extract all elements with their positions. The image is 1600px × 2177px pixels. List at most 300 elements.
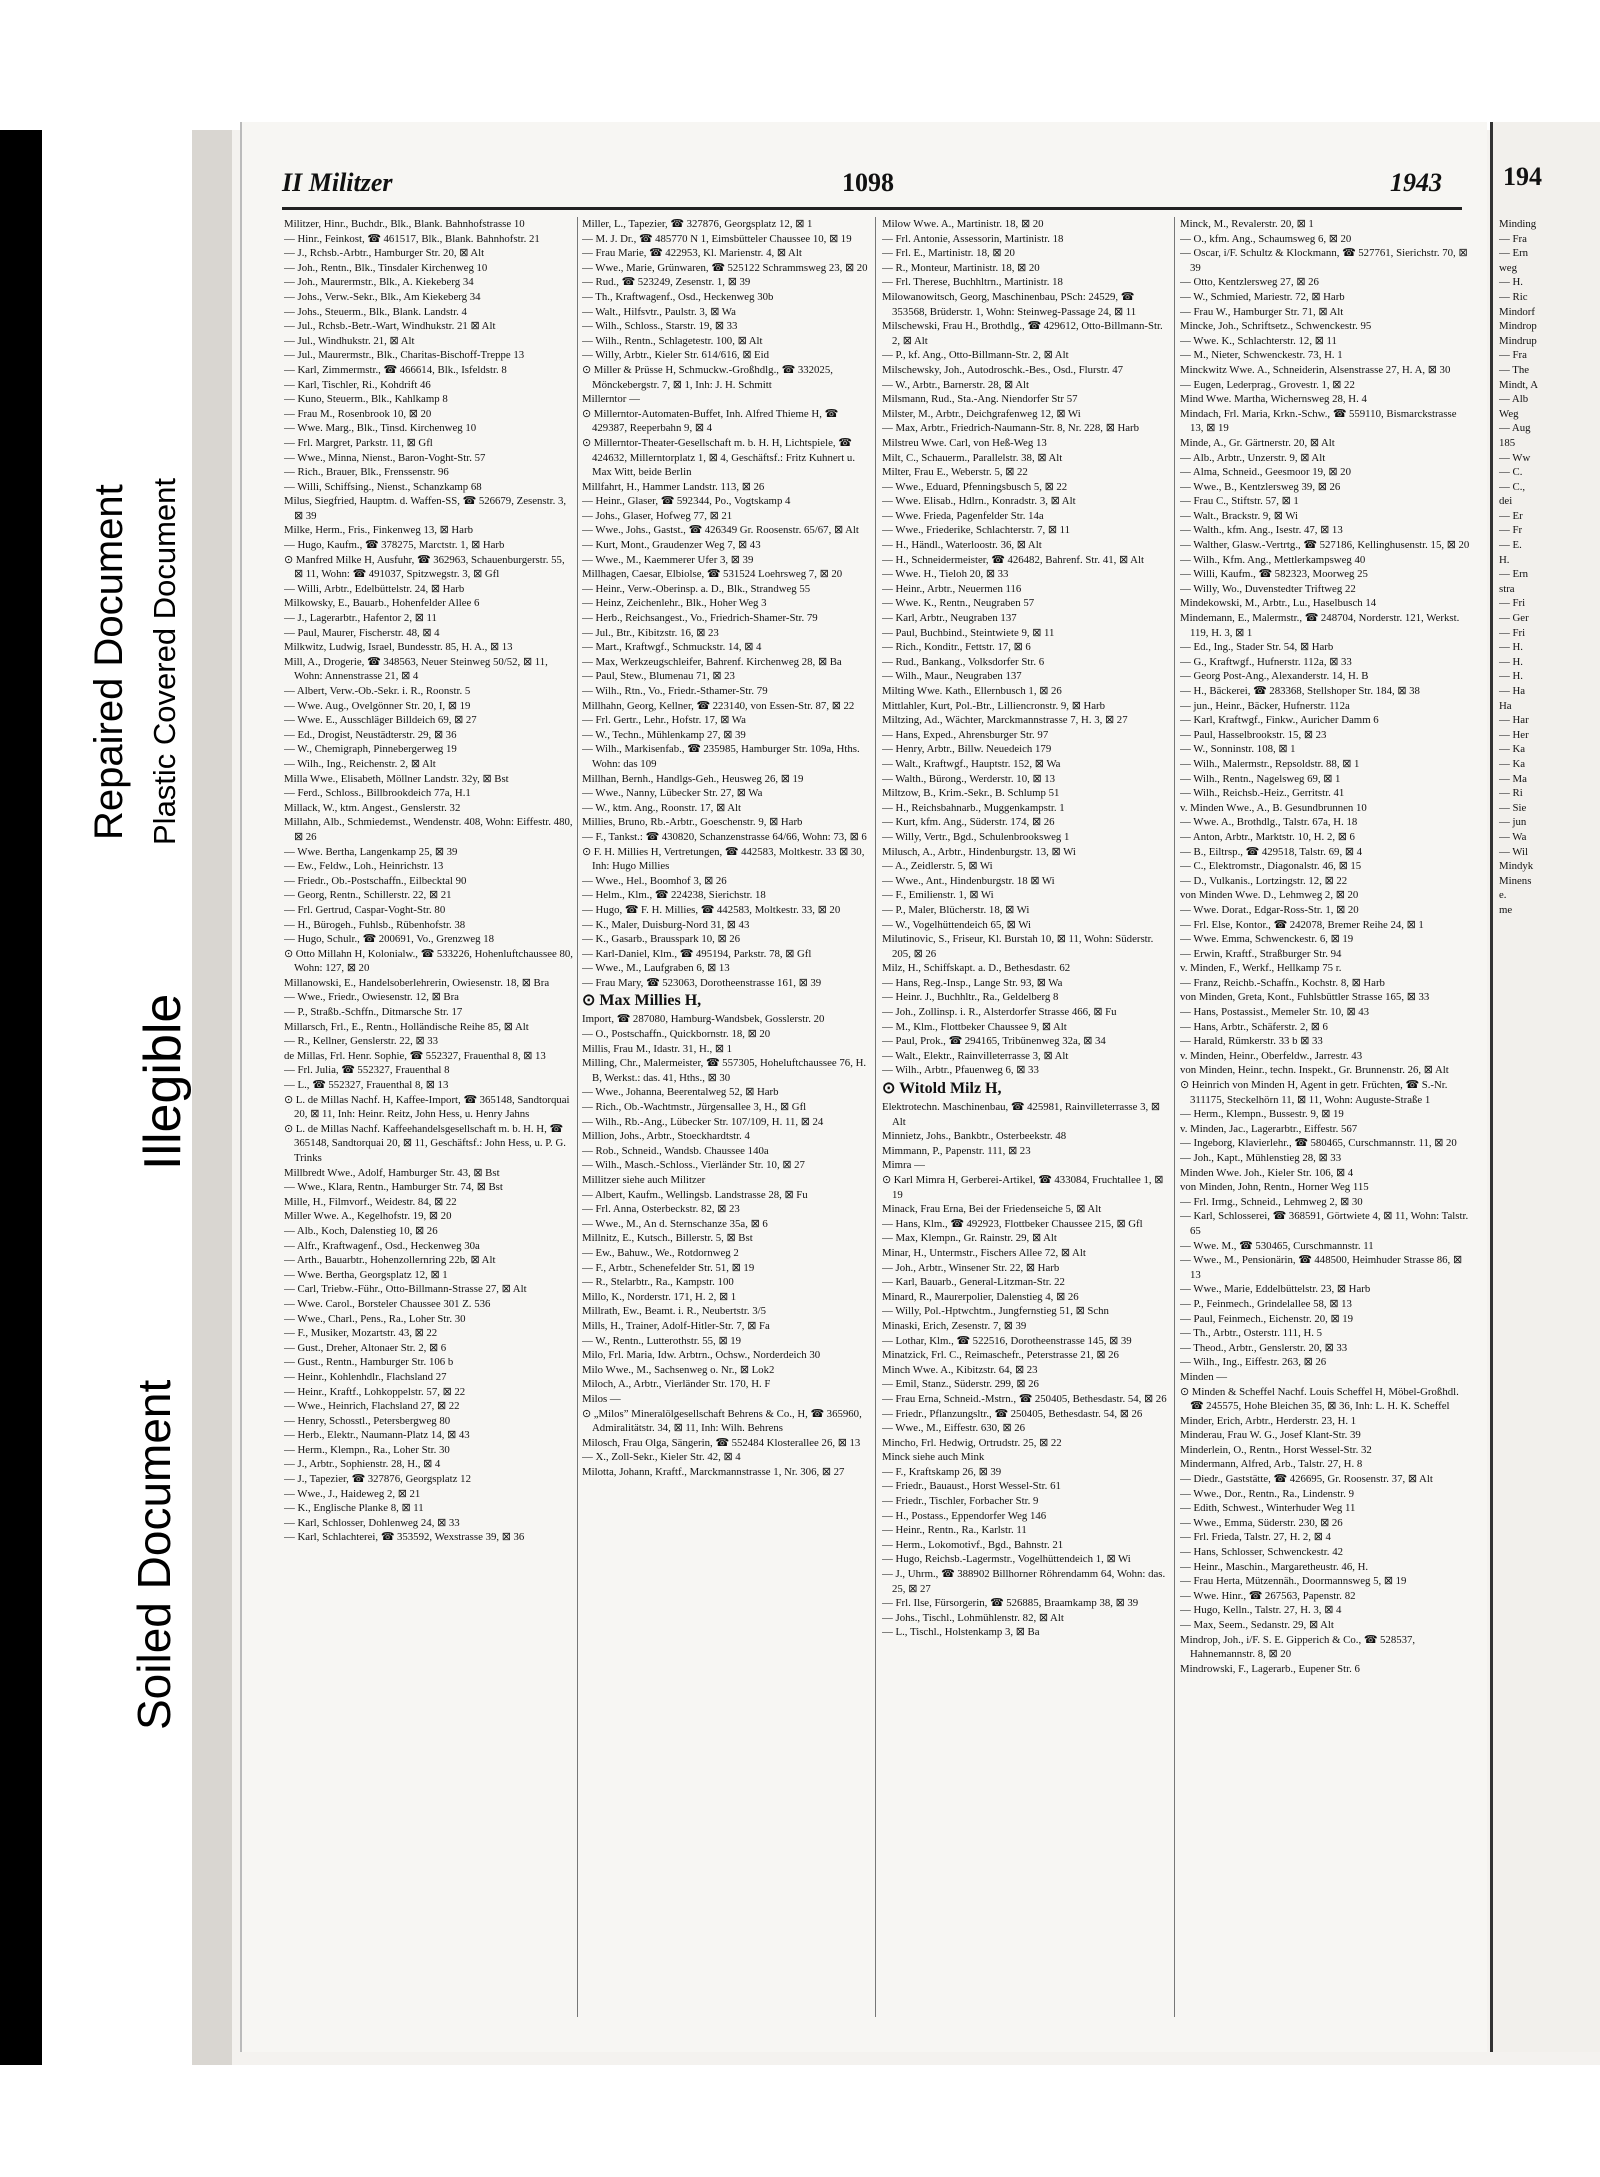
directory-entry: — Wwe. Emma, Schwenckestr. 6, ⊠ 19 [1180,933,1354,946]
directory-entry: — Carl, Triebw.-Führ., Otto-Billmann-Strasse 27, ⊠ Alt [284,1283,527,1296]
directory-entry: — Heinr., Glaser, ☎ 592344, Po., Vogtskamp 4 [582,495,791,508]
directory-entry: Millo, K., Norderstr. 171, H. 2, ⊠ 1 [582,1290,737,1303]
directory-entry: — Rich., Ob.-Wachtmstr., Jürgensallee 3, H., ⊠ Gfl [582,1101,807,1114]
directory-entry: Mill, A., Drogerie, ☎ 348563, Neuer Steinweg 50/52, ⊠ 11, Wohn: Annenstrasse 21, ⊠ 4 [284,655,548,683]
directory-entry: — Wwe. K., Rentn., Neugraben 57 [882,597,1035,610]
next-page-entry: Weg [1499,407,1519,420]
directory-entry: — Th., Arbtr., Osterstr. 111, H. 5 [1180,1327,1323,1340]
directory-entry: — P., kf. Ang., Otto-Billmann-Str. 2, ⊠ Alt [882,349,1069,362]
header-year: 1943 [1390,168,1442,197]
directory-entry: — Ed., Drogist, Neustädterstr. 29, ⊠ 36 [284,728,457,741]
directory-entry: Minatzick, Frl. C., Reimaschefr., Peterstrasse 21, ⊠ 26 [882,1349,1119,1362]
directory-entry: Millarsch, Frl., E., Rentn., Holländische Reihe 85, ⊠ Alt [284,1020,529,1033]
directory-entry: — Herm., Klempn., Ra., Loher Str. 30 [284,1443,450,1456]
directory-entry: Minard, R., Maurerpolier, Dalenstieg 4, ⊠ 26 [882,1290,1079,1303]
column-divider [577,217,578,2017]
directory-entry: Elektrotechn. Maschinenbau, ☎ 425981, Rainvilleterrasse 3, ⊠ Alt [882,1101,1160,1128]
directory-entry: Milster, M., Arbtr., Deichgrafenweg 12, ⊠ Wi [882,407,1081,420]
directory-entry: — Wilh., Rb.-Ang., Lübecker Str. 107/109, H. 11, ⊠ 24 [582,1115,824,1128]
directory-entry: — Alb., Arbtr., Unzerstr. 9, ⊠ Alt [1180,451,1326,464]
directory-entry: — Otto, Kentzlersweg 27, ⊠ 26 [1180,276,1319,289]
directory-entry: Milt, C., Schauerm., Parallelstr. 38, ⊠ Alt [882,451,1063,464]
directory-entry: — Oscar, i/F. Schultz & Klockmann, ☎ 527761, Sierichstr. 70, ⊠ 39 [1180,247,1468,274]
directory-entry: — Heinr., Maschin., Margaretheustr. 46, H. [1180,1560,1369,1573]
next-page-entry: — Aug [1499,422,1531,435]
directory-entry: Millanowski, E., Handelsoberlehrerin, Owiesenstr. 18, ⊠ Bra [284,976,550,989]
next-page-entry: — Fra [1499,349,1527,362]
directory-entry: — Frl. Ilse, Fürsorgerin, ☎ 526885, Braamkamp 38, ⊠ 39 [882,1597,1139,1610]
directory-entry: Millahn, Alb., Schmiedemst., Wendenstr. 408, Wohn: Eiffestr. 480, ⊠ 26 [284,816,573,843]
directory-entry: — L., Tischl., Holstenkamp 3, ⊠ Ba [882,1626,1040,1639]
directory-entry: — O., kfm. Ang., Schaumsweg 6, ⊠ 20 [1180,232,1352,245]
next-page-entry: weg [1499,261,1517,274]
directory-entry: — W., Sonninstr. 108, ⊠ 1 [1180,743,1296,756]
directory-entry: Minnietz, Johs., Bankbtr., Osterbeekstr. 48 [882,1130,1067,1143]
directory-entry: Miller Wwe. A., Kegelhofstr. 19, ⊠ 20 [284,1210,452,1223]
directory-entry: — Wwe. Bertha, Langenkamp 25, ⊠ 39 [284,845,458,858]
directory-entry: Mindermann, Alfred, Arb., Talstr. 27, H. 8 [1180,1458,1363,1471]
directory-entry: — Willi, Kaufm., ☎ 582323, Moorweg 25 [1180,568,1368,581]
directory-entry: ⊙ Otto Millahn H, Kolonialw., ☎ 533226, Hohenluftchaussee 80, Wohn: 127, ⊠ 20 [284,947,573,975]
directory-entry: — Paul, Buchbind., Steintwiete 9, ⊠ 11 [882,626,1055,639]
directory-entry: — Johs., Verw.-Sekr., Blk., Am Kiekeberg 34 [284,290,481,303]
directory-entry: Miller, L., Tapezier, ☎ 327876, Georgsplatz 12, ⊠ 1 [582,218,813,230]
condition-labels [45,130,192,2065]
next-page-entry: — Har [1499,714,1529,727]
directory-entry: — Johs., Tischl., Lohmühlenstr. 82, ⊠ Alt [882,1611,1064,1624]
directory-entry: — Herb., Reichsangest., Vo., Friedrich-Shamer-Str. 79 [582,612,818,625]
directory-entry: Mindrowski, F., Lagerarb., Eupener Str. 6 [1180,1662,1360,1675]
next-page-entry: — Fra [1499,232,1527,245]
directory-entry: ⊙ Millerntor-Theater-Gesellschaft m. b. H. H, Lichtspiele, ☎ 424632, Millerntorplatz 1, ⊠ 4, Geschäftsf.: Fritz Kuhnert u. Max Witt, beide Berlin [582,436,856,479]
directory-entry: — Wwe. Aug., Ovelgönner Str. 20, I, ⊠ 19 [284,699,471,712]
directory-entry: — Wwe., B., Kentzlersweg 39, ⊠ 26 [1180,480,1341,493]
directory-entry: — Alb., Koch, Dalenstieg 10, ⊠ 26 [284,1224,438,1237]
directory-entry: — Frl. Gertrud, Caspar-Voght-Str. 80 [284,903,446,916]
directory-entry: — Frau Mary, ☎ 523063, Dorotheenstrasse 161, ⊠ 39 [582,976,822,989]
directory-entry: — Hans, Exped., Ahrensburger Str. 97 [882,728,1049,741]
directory-entry: — Max, Werkzeugschleifer, Bahrenf. Kirchenweg 28, ⊠ Ba [582,655,842,668]
directory-entry: — Karl, Tischler, Ri., Kohdrift 46 [284,378,431,391]
directory-entry: — Jul., Windhukstr. 21, ⊠ Alt [284,334,415,347]
directory-entry: — W., Rentn., Lutterothstr. 55, ⊠ 19 [582,1334,742,1347]
directory-entry: — Ew., Feldw., Loh., Heinrichstr. 13 [284,860,444,873]
directory-entry: Milla Wwe., Elisabeth, Möllner Landstr. 32y, ⊠ Bst [284,772,509,785]
directory-entry: — Arth., Bauarbtr., Hohenzollernring 22b, ⊠ Alt [284,1254,496,1267]
next-page-fragment [1490,122,1600,2052]
directory-entry: — Heinr., Rentn., Ra., Karlstr. 11 [882,1524,1027,1537]
directory-entry: — Paul, Prok., ☎ 294165, Tribünenweg 32a, ⊠ 34 [882,1035,1106,1048]
directory-entry: Milling, Chr., Malermeister, ☎ 557305, Hoheluftchaussee 76, H. B, Werkst.: das. 41, Hths., ⊠ 30 [582,1057,867,1084]
repaired-document-label: Repaired Document [87,484,131,840]
directory-entry: — Karl, Schlosser, Dohlenweg 24, ⊠ 33 [284,1516,460,1529]
directory-entry: — Paul, Stew., Blumenau 71, ⊠ 23 [582,670,735,683]
soiled-document-label: Soiled Document [128,1379,180,1730]
directory-entry: Millis, Frau M., Idastr. 31, H., ⊠ 1 [582,1042,733,1055]
directory-entry: — Jul., Maurermstr., Blk., Charitas-Bischoff-Treppe 13 [284,349,525,362]
directory-entry: — Wilh., Ing., Eiffestr. 263, ⊠ 26 [1180,1356,1327,1369]
directory-entry: — Frl. Else, Kontor., ☎ 242078, Bremer Reihe 24, ⊠ 1 [1180,918,1424,931]
directory-entry: — Helm., Klm., ☎ 224238, Sierichstr. 18 [582,889,766,902]
directory-entry: — Johs., Glaser, Hofweg 77, ⊠ 21 [582,509,733,522]
directory-entry: Milo Wwe., M., Sachsenweg o. Nr., ⊠ Lok2 [582,1363,775,1376]
directory-entry: ⊙ F. H. Millies H, Vertretungen, ☎ 442583, Moltkestr. 33 ⊠ 30, Inh: Hugo Millies [582,845,865,873]
directory-entry: — Wilh., Schloss., Starstr. 19, ⊠ 33 [582,320,738,333]
directory-entry: Minckwitz Wwe. A., Schneiderin, Alsenstrasse 27, H. A, ⊠ 30 [1180,363,1451,376]
directory-entry: — Max, Arbtr., Friedrich-Naumann-Str. 8, Nr. 228, ⊠ Harb [882,422,1140,435]
directory-entry: de Millas, Frl. Henr. Sophie, ☎ 552327, Frauenthal 8, ⊠ 13 [284,1049,546,1062]
directory-entry: Millnitz, E., Kutsch., Billerstr. 5, ⊠ Bst [582,1232,753,1245]
directory-entry: — D., Vulkanis., Lortzingstr. 12, ⊠ 22 [1180,874,1348,887]
directory-entry: von Minden Wwe. D., Lehmweg 2, ⊠ 20 [1180,889,1359,902]
directory-entry: Millfahrt, H., Hammer Landstr. 113, ⊠ 26 [582,480,765,493]
directory-entry: — P., Feinmech., Grindelallee 58, ⊠ 13 [1180,1297,1352,1310]
directory-entry: — Wwe., Ant., Hindenburgstr. 18 ⊠ Wi [882,874,1055,887]
directory-entry: Militzer, Hinr., Buchdr., Blk., Blank. Bahnhofstrasse 10 [284,218,525,230]
directory-entry: Milkowsky, E., Bauarb., Hohenfelder Allee 6 [284,597,480,610]
directory-entry: — Walther, Glasw.-Vertrtg., ☎ 527186, Kellinghusenstr. 15, ⊠ 20 [1180,539,1470,552]
directory-entry: — Jul., Rchsb.-Betr.-Wart, Windhukstr. 21 ⊠ Alt [284,320,496,333]
directory-entry: — Karl, Schlachterei, ☎ 353592, Wexstrasse 39, ⊠ 36 [284,1531,525,1544]
directory-entry: — Eugen, Lederprag., Grovestr. 1, ⊠ 22 [1180,378,1355,391]
next-page-entry: — Sie [1499,801,1527,814]
directory-entry: ⊙ „Milos” Mineralölgesellschaft Behrens & Co., H, ☎ 365960, Admiralitätstr. 34, ⊠ 11, Inh: Wilh. Behrens [582,1407,862,1435]
directory-column-1 [284,217,574,2017]
next-page-entry: Mindt, A [1499,378,1538,391]
directory-entry: — Willy, Wo., Duvenstedter Triftweg 22 [1180,582,1356,595]
directory-entry: — Frau Erna, Schneid.-Mstrn., ☎ 250405, Bethesdastr. 54, ⊠ 26 [882,1392,1167,1405]
directory-entry: — Frau W., Hamburger Str. 71, ⊠ Alt [1180,305,1344,318]
directory-entry: — X., Zoll-Sekr., Kieler Str. 42, ⊠ 4 [582,1451,741,1464]
next-page-entry: H. [1499,553,1510,566]
next-page-entry: Mindyk [1499,860,1534,873]
directory-entry: — Lothar, Klm., ☎ 522516, Dorotheenstrasse 145, ⊠ 39 [882,1334,1132,1347]
directory-entry: — Wwe. Marg., Blk., Tinsd. Kirchenweg 10 [284,422,477,435]
directory-entry: Minack, Frau Erna, Bei der Friedenseiche 5, ⊠ Alt [882,1203,1102,1216]
directory-entry: — Georg, Rentn., Schillerstr. 22, ⊠ 21 [284,889,452,902]
directory-entry: — Albert, Verw.-Ob.-Sekr. i. R., Roonstr. 5 [284,685,471,697]
directory-page [240,122,1487,2052]
next-page-entry: — Fri [1499,626,1526,639]
directory-entry: — Herm., Klempn., Bussestr. 9, ⊠ 19 [1180,1108,1344,1121]
next-page-column [1499,217,1599,2017]
directory-entry: — Wilh., Ing., Reichenstr. 2, ⊠ Alt [284,757,436,770]
directory-entry: — Edith, Schwest., Winterhuder Weg 11 [1180,1502,1356,1515]
directory-entry: — Hugo, Reichsb.-Lagermstr., Vogelhüttendeich 1, ⊠ Wi [882,1553,1131,1566]
directory-entry: — Wilh., Masch.-Schloss., Vierländer Str. 10, ⊠ 27 [582,1159,805,1172]
directory-entry: — Wwe., Dor., Rentn., Ra., Lindenstr. 9 [1180,1487,1355,1500]
directory-entry: — Gust., Dreher, Altonaer Str. 2, ⊠ 6 [284,1341,447,1354]
directory-entry: — Alma, Schneid., Geesmoor 19, ⊠ 20 [1180,466,1351,479]
directory-entry: — Th., Kraftwagenf., Osd., Heckenweg 30b [582,290,774,303]
next-page-entry: — jun [1499,816,1527,829]
directory-entry: — Wwe. Dorat., Edgar-Ross-Str. 1, ⊠ 20 [1180,903,1359,916]
directory-entry: — Wilh., Maur., Neugraben 137 [882,670,1022,683]
next-page-entry: Minding [1499,218,1537,230]
directory-entry: — Alfr., Kraftwagenf., Osd., Heckenweg 30a [284,1239,480,1252]
directory-entry: — Wilh., Kfm. Ang., Mettlerkampsweg 40 [1180,553,1366,566]
next-page-entry: me [1499,903,1513,916]
next-page-entry: 185 [1499,436,1516,449]
directory-entry: — Wilh., Reichsb.-Heiz., Gerritstr. 41 [1180,787,1345,800]
next-page-header: 194 [1503,162,1542,191]
directory-entry: — Friedr., Pflanzungsltr., ☎ 250405, Bethesdastr. 54, ⊠ 26 [882,1407,1143,1420]
directory-entry: — Kuno, Steuerm., Blk., Kahlkamp 8 [284,393,448,406]
directory-entry: — W., Chemigraph, Pinnebergerweg 19 [284,743,457,756]
directory-entry: — Heinr., Kraftf., Lohkoppelstr. 57, ⊠ 22 [284,1385,466,1398]
next-page-entry: — Ha [1499,685,1526,697]
directory-entry: — Ew., Bahuw., We., Rotdornweg 2 [582,1246,739,1259]
directory-entry: — Wwe., Johanna, Beerentalweg 52, ⊠ Harb [582,1086,779,1099]
next-page-entry: — Er [1499,509,1523,522]
directory-entry: Minar, H., Untermstr., Fischers Allee 72, ⊠ Alt [882,1246,1086,1259]
next-page-entry: — Alb [1499,393,1529,406]
directory-entry: Mindach, Frl. Maria, Krkn.-Schw., ☎ 559110, Bismarckstrasse 13, ⊠ 19 [1180,407,1457,435]
directory-entry: Milsmann, Rud., Sta.-Ang. Niendorfer Str 57 [882,393,1078,406]
next-page-entry: — Ka [1499,757,1526,770]
directory-entry: ⊙ Heinrich von Minden H, Agent in getr. Früchten, ☎ S.-Nr. 311175, Steckelhörn 11, ⊠ 11, Wohn: Auguste-Straße 1 [1180,1079,1448,1106]
next-page-entry: — Ern [1499,568,1529,581]
directory-entry: — Frl. Anna, Osterbeckstr. 82, ⊠ 23 [582,1203,740,1216]
directory-entry: — Harald, Rümkerstr. 33 b ⊠ 33 [1180,1035,1323,1048]
directory-entry: Milkwitz, Ludwig, Israel, Bundesstr. 85, H. A., ⊠ 13 [284,641,513,654]
directory-entry: — Joh., Kapt., Mühlenstieg 28, ⊠ 33 [1180,1152,1342,1164]
directory-entry: Milz, H., Schiffskapt. a. D., Bethesdastr. 62 [882,962,1071,975]
next-page-entry: — H. [1499,670,1523,683]
directory-entry: — Ed., Ing., Stader Str. 54, ⊠ Harb [1180,641,1334,654]
directory-entry: — H., Bürogeh., Fuhlsb., Rübenhofstr. 38 [284,918,466,931]
directory-entry: Milutinovic, S., Friseur, Kl. Burstah 10, ⊠ 11, Wohn: Süderstr. 205, ⊠ 26 [882,933,1154,960]
directory-entry: — Frl. Gertr., Lehr., Hofstr. 17, ⊠ Wa [582,714,746,727]
directory-entry: Millhagen, Caesar, Elbiolse, ☎ 531524 Loehrsweg 7, ⊠ 20 [582,568,843,581]
directory-entry: — Ferd., Schloss., Billbrookdeich 77a, H.1 [284,787,471,800]
directory-entry: Mind Wwe. Martha, Wichernsweg 28, H. 4 [1180,393,1367,406]
directory-entry: — Wwe., J., Haideweg 2, ⊠ 21 [284,1487,421,1500]
directory-entry: — Theod., Arbtr., Genslerstr. 20, ⊠ 33 [1180,1341,1348,1354]
directory-entry: — Jul., Btr., Kibitzstr. 16, ⊠ 23 [582,626,719,639]
next-page-entry: Ha [1499,699,1512,712]
directory-entry: — Wwe. Hinr., ☎ 267563, Papenstr. 82 [1180,1589,1356,1602]
directory-entry: — M., Klm., Flottbeker Chaussee 9, ⊠ Alt [882,1020,1067,1033]
directory-entry: — Wwe., Klara, Rentn., Hamburger Str. 74, ⊠ Bst [284,1181,503,1194]
directory-entry: — W., Vogelhüttendeich 65, ⊠ Wi [882,918,1031,931]
directory-entry: — Karl, Schlosserei, ☎ 368591, Görtwiete 4, ⊠ 11, Wohn: Talstr. 65 [1180,1210,1469,1237]
next-page-entry: stra [1499,582,1515,595]
directory-entry: Milotta, Johann, Kraftf., Marckmannstrasse 1, Nr. 306, ⊠ 27 [582,1465,845,1478]
directory-entry: von Minden, John, Rentn., Horner Weg 115 [1180,1181,1369,1194]
directory-entry: — Wwe. A., Brothdlg., Talstr. 67a, H. 18 [1180,816,1358,829]
directory-entry: — M. J. Dr., ☎ 485770 N 1, Eimsbütteler Chaussee 10, ⊠ 19 [582,232,852,245]
directory-entry: — Wwe., Charl., Pens., Ra., Loher Str. 30 [284,1312,466,1325]
directory-entry: — Heinr., Arbtr., Neuermen 116 [882,582,1022,595]
directory-entry: Minck siehe auch Mink [882,1451,985,1464]
directory-entry: — Wwe., M., Pensionärin, ☎ 448500, Heimhuder Strasse 86, ⊠ 13 [1180,1254,1462,1281]
directory-entry: Milting Wwe. Kath., Ellernbusch 1, ⊠ 26 [882,685,1062,697]
directory-entry: — Hans, Reg.-Insp., Lange Str. 93, ⊠ Wa [882,976,1063,989]
next-page-entry: — Ka [1499,743,1526,756]
directory-entry: — Frau Herta, Mützennäh., Doormannsweg 5, ⊠ 19 [1180,1575,1407,1588]
header-rule [282,207,1462,210]
directory-entry: — Hans, Arbtr., Schäferstr. 2, ⊠ 6 [1180,1020,1328,1033]
next-page-entry: — Ri [1499,787,1523,800]
directory-entry: — Kurt, Mont., Graudenzer Weg 7, ⊠ 43 [582,539,761,552]
directory-entry: — Wwe., Friedr., Owiesenstr. 12, ⊠ Bra [284,991,459,1004]
directory-entry: — Franz, Reichb.-Schaffn., Kochstr. 8, ⊠ Harb [1180,976,1385,989]
directory-entry: Millbredt Wwe., Adolf, Hamburger Str. 43, ⊠ Bst [284,1166,500,1179]
next-page-entry: — Ger [1499,612,1529,625]
illegible-label: Illegible [134,993,192,1170]
next-page-entry: — Ern [1499,247,1529,260]
directory-entry: — Wwe., Eduard, Pfenningsbusch 5, ⊠ 22 [882,480,1068,493]
directory-entry: — Karl, Kraftwgf., Finkw., Auricher Damm 6 [1180,714,1379,727]
directory-entry: — Gust., Rentn., Hamburger Str. 106 b [284,1356,454,1369]
directory-entry: — F., Musiker, Mozartstr. 43, ⊠ 22 [284,1327,438,1340]
directory-entry: — B., Eiltrsp., ☎ 429518, Talstr. 69, ⊠ 4 [1180,845,1362,858]
directory-entry: — Willy, Pol.-Hptwchtm., Jungfernstieg 51, ⊠ Schn [882,1305,1109,1318]
next-page-entry: — C., [1499,480,1526,493]
directory-entry: Million, Johs., Arbtr., Stoeckhardtstr. 4 [582,1130,750,1143]
next-page-entry: dei [1499,495,1513,508]
directory-entry: Milosch, Frau Olga, Sängerin, ☎ 552484 Klosterallee 26, ⊠ 13 [582,1436,861,1449]
directory-entry: v. Minden, Heinr., Oberfeldw., Jarrestr. 43 [1180,1049,1363,1062]
directory-entry: — Hans, Schlosser, Schwenckestr. 42 [1180,1546,1343,1559]
directory-entry: Mindekowski, M., Arbtr., Lu., Haselbusch 14 [1180,597,1377,610]
directory-entry: — Wilh., Rtn., Vo., Friedr.-Sthamer-Str. 79 [582,685,768,697]
directory-entry: Millerntor — [582,393,640,406]
directory-entry: — W., Arbtr., Barnerstr. 28, ⊠ Alt [882,378,1030,391]
directory-entry: — R., Kellner, Genslerstr. 22, ⊠ 33 [284,1035,439,1048]
directory-entry: — F., Emilienstr. 1, ⊠ Wi [882,889,994,902]
directory-entry: — Walth., kfm. Ang., Isestr. 47, ⊠ 13 [1180,524,1343,537]
directory-entry: Millhan, Bernh., Handlgs-Geh., Heusweg 26, ⊠ 19 [582,772,804,785]
directory-entry: — Albert, Kaufm., Wellingsb. Landstrasse 28, ⊠ Fu [582,1188,808,1201]
directory-entry: ⊙ Minden & Scheffel Nachf. Louis Scheffel H, Möbel-Großhdl. ☎ 245575, Hohe Bleichen 35, ⊠ 36, Inh: L. H. K. Scheffel [1180,1385,1459,1413]
directory-entry: — Ingeborg, Klavierlehr., ☎ 580465, Curschmannstr. 11, ⊠ 20 [1180,1137,1457,1150]
column-divider [1174,217,1175,2017]
directory-entry: Minch Wwe. A., Kibitzstr. 64, ⊠ 23 [882,1363,1038,1376]
next-page-entry: — C. [1499,466,1523,479]
directory-entry: — Paul, Maurer, Fischerstr. 48, ⊠ 4 [284,626,440,639]
directory-entry: — Willi, Schiffsing., Nienst., Schanzkamp 68 [284,480,482,493]
directory-entry: — W., Schmied, Mariestr. 72, ⊠ Harb [1180,290,1345,303]
directory-entry: — Wwe., Heinrich, Flachsland 27, ⊠ 22 [284,1400,460,1413]
directory-entry: Millhahn, Georg, Kellner, ☎ 223140, von Essen-Str. 87, ⊠ 22 [582,699,855,712]
directory-entry: — R., Stelarbtr., Ra., Kampstr. 100 [582,1276,734,1289]
directory-entry: — Wwe., Nanny, Lübecker Str. 27, ⊠ Wa [582,787,763,800]
directory-entry: — Willi, Arbtr., Edelbüttelstr. 24, ⊠ Harb [284,582,465,595]
directory-entry: Mindrop, Joh., i/F. S. E. Gipperich & Co., ☎ 528537, Hahnemannstr. 8, ⊠ 20 [1180,1633,1416,1661]
directory-entry: — Joh., Maurermstr., Blk., A. Kiekeberg 34 [284,276,474,289]
directory-entry: Mills, H., Trainer, Adolf-Hitler-Str. 7, ⊠ Fa [582,1319,770,1332]
directory-entry: — Hugo, ☎ F. H. Millies, ☎ 442583, Moltkestr. 33, ⊠ 20 [582,903,841,916]
next-page-entry: — Wil [1499,845,1529,858]
directory-entry: Mincho, Frl. Hedwig, Ortrudstr. 25, ⊠ 22 [882,1436,1062,1449]
directory-entry: ⊙ Miller & Prüsse H, Schmuckw.-Großhdlg., ☎ 332025, Mönckebergstr. 7, ⊠ 1, Inh: J. H. Schmitt [582,363,833,391]
next-page-entry: — Fr [1499,524,1523,537]
directory-entry: — Paul, Feinmech., Eichenstr. 20, ⊠ 19 [1180,1312,1354,1325]
directory-entry: — R., Monteur, Martinistr. 18, ⊠ 20 [882,261,1040,274]
directory-entry: — A., Zeidlerstr. 5, ⊠ Wi [882,860,993,873]
directory-entry: Minck, M., Revalerstr. 20, ⊠ 1 [1180,218,1314,230]
directory-entry: ⊙ L. de Millas Nachf. H, Kaffee-Import, ☎ 365148, Sandtorquai 20, ⊠ 11, Inh: Heinr. Reitz, John Hess, u. Henry Jahns [284,1093,570,1121]
directory-entry: — Emil, Stanz., Süderstr. 299, ⊠ 26 [882,1378,1039,1391]
directory-entry: — Wwe. K., Schlachterstr. 12, ⊠ 11 [1180,334,1337,347]
directory-entry: — Herm., Lokomotivf., Bgd., Bahnstr. 21 [882,1538,1064,1551]
next-page-entry: — Wa [1499,830,1527,843]
directory-entry: — C., Elektromstr., Diagonalstr. 46, ⊠ 15 [1180,860,1362,873]
directory-entry: — Walt., Brackstr. 9, ⊠ Wi [1180,509,1299,522]
directory-entry: — Wwe., Friederike, Schlachterstr. 7, ⊠ 11 [882,524,1071,537]
directory-entry: ⊙ Karl Mimra H, Gerberei-Artikel, ☎ 433084, Fruchtallee 1, ⊠ 19 [882,1174,1164,1201]
directory-entry: Mincke, Joh., Schriftsetz., Schwenckestr. 95 [1180,320,1372,333]
directory-entry: — M., Nieter, Schwenckestr. 73, H. 1 [1180,349,1343,362]
directory-entry: — J., Uhrm., ☎ 388902 Billhorner Röhrendamm 64, Wohn: das. 25, ⊠ 27 [882,1568,1166,1595]
next-page-entry: — H. [1499,655,1523,668]
next-page-entry: Mindorf [1499,305,1535,318]
directory-entry: — Joh., Arbtr., Winsener Str. 22, ⊠ Harb [882,1261,1060,1274]
directory-entry: Milschewski, Frau H., Brothdlg., ☎ 429612, Otto-Billmann-Str. 2, ⊠ Alt [882,320,1163,347]
header-section: II Militzer [282,168,393,197]
directory-entry: Miltzing, Ad., Wächter, Marckmannstrasse 7, H. 3, ⊠ 27 [882,714,1128,727]
directory-entry: — Hugo, Kelln., Talstr. 27, H. 3, ⊠ 4 [1180,1604,1342,1617]
directory-entry: — Wwe. H., Tieloh 20, ⊠ 33 [882,568,1009,581]
directory-entry: — Wwe. Bertha, Georgsplatz 12, ⊠ 1 [284,1268,448,1281]
directory-entry: — K., Maler, Duisburg-Nord 31, ⊠ 43 [582,918,750,931]
directory-entry: Milus, Siegfried, Hauptm. d. Waffen-SS, ☎ 526679, Zesenstr. 3, ⊠ 39 [284,495,567,522]
directory-entry: ⊙ Manfred Milke H, Ausfuhr, ☎ 362963, Schauenburgerstr. 55, ⊠ 11, Wohn: ☎ 491037, Spitzwegstr. 3, ⊠ Gfl [284,553,565,581]
page-edge [192,130,232,2065]
directory-entry: — Paul, Hasselbrookstr. 15, ⊠ 23 [1180,728,1327,741]
directory-entry: — H., Schneidermeister, ☎ 426482, Bahrenf. Str. 41, ⊠ Alt [882,553,1144,566]
directory-entry: — Wwe., M., Eiffestr. 630, ⊠ 26 [882,1422,1025,1435]
directory-entry: — H., Postass., Eppendorfer Weg 146 [882,1509,1047,1522]
directory-entry: von Minden, Heinr., techn. Inspekt., Gr. Brunnenstr. 26, ⊠ Alt [1180,1064,1449,1077]
directory-entry: — Frau M., Rosenbrook 10, ⊠ 20 [284,407,432,420]
directory-entry: — Wwe. Frieda, Pagenfelder Str. 14a [882,509,1044,522]
directory-entry: — G., Kraftwgf., Hufnerstr. 112a, ⊠ 33 [1180,655,1352,668]
directory-entry: — Friedr., Bauaust., Horst Wessel-Str. 61 [882,1480,1061,1493]
plastic-covered-label: Plastic Covered Document [147,478,182,845]
directory-entry: Millrath, Ew., Beamt. i. R., Neubertstr. 3/5 [582,1305,767,1318]
directory-entry: — H., Bäckerei, ☎ 283368, Stellshoper Str. 184, ⊠ 38 [1180,685,1420,697]
next-page-entry: e. [1499,889,1507,902]
directory-entry: Millack, W., ktm. Angest., Genslerstr. 32 [284,801,461,814]
directory-entry: — Wwe., Emma, Süderstr. 230, ⊠ 26 [1180,1516,1343,1529]
directory-entry: — J., Rchsb.-Arbtr., Hamburger Str. 20, ⊠ Alt [284,247,485,260]
next-page-entry: — Fri [1499,597,1526,610]
directory-entry: — Heinr. J., Buchhltr., Ra., Geldelberg 8 [882,991,1059,1004]
next-page-entry: Mindrup [1499,334,1537,347]
directory-entry: — Wilh., Arbtr., Pfauenweg 6, ⊠ 33 [882,1064,1039,1077]
directory-entry: Milschewsky, Joh., Autodroschk.-Bes., Osd., Flurstr. 47 [882,363,1124,376]
directory-entry: Millitzer siehe auch Militzer [582,1174,706,1186]
directory-entry: — Wwe., Johs., Gastst., ☎ 426349 Gr. Roosenstr. 65/67, ⊠ Alt [582,524,859,537]
directory-entry: ⊙ Witold Milz H, [882,1080,1002,1098]
directory-entry: — Rud., Bankang., Volksdorfer Str. 6 [882,655,1045,668]
directory-entry: — J., Arbtr., Sophienstr. 28, H., ⊠ 4 [284,1458,441,1471]
directory-entry: — Frl. Therese, Buchhltrn., Martinistr. 18 [882,276,1063,289]
directory-entry: — Frl. E., Martinistr. 18, ⊠ 20 [882,247,1015,260]
directory-entry: — F., Arbtr., Schenefelder Str. 51, ⊠ 19 [582,1261,755,1274]
directory-entry: Minderlein, O., Rentn., Horst Wessel-Str. 32 [1180,1443,1372,1456]
directory-entry: — Mart., Kraftwgf., Schmuckstr. 14, ⊠ 4 [582,641,762,654]
directory-entry: — Kurt, kfm. Ang., Süderstr. 174, ⊠ 26 [882,816,1055,829]
directory-entry: — Frl. Antonie, Assessorin, Martinistr. 18 [882,232,1064,245]
directory-entry: — Georg Post-Ang., Alexanderstr. 14, H. B [1180,670,1369,683]
directory-entry: — Frau C., Stiftstr. 57, ⊠ 1 [1180,495,1299,508]
directory-entry: — Anton, Arbtr., Marktstr. 10, H. 2, ⊠ 6 [1180,830,1355,843]
directory-entry: — Rich., Konditr., Fettstr. 17, ⊠ 6 [882,641,1031,654]
